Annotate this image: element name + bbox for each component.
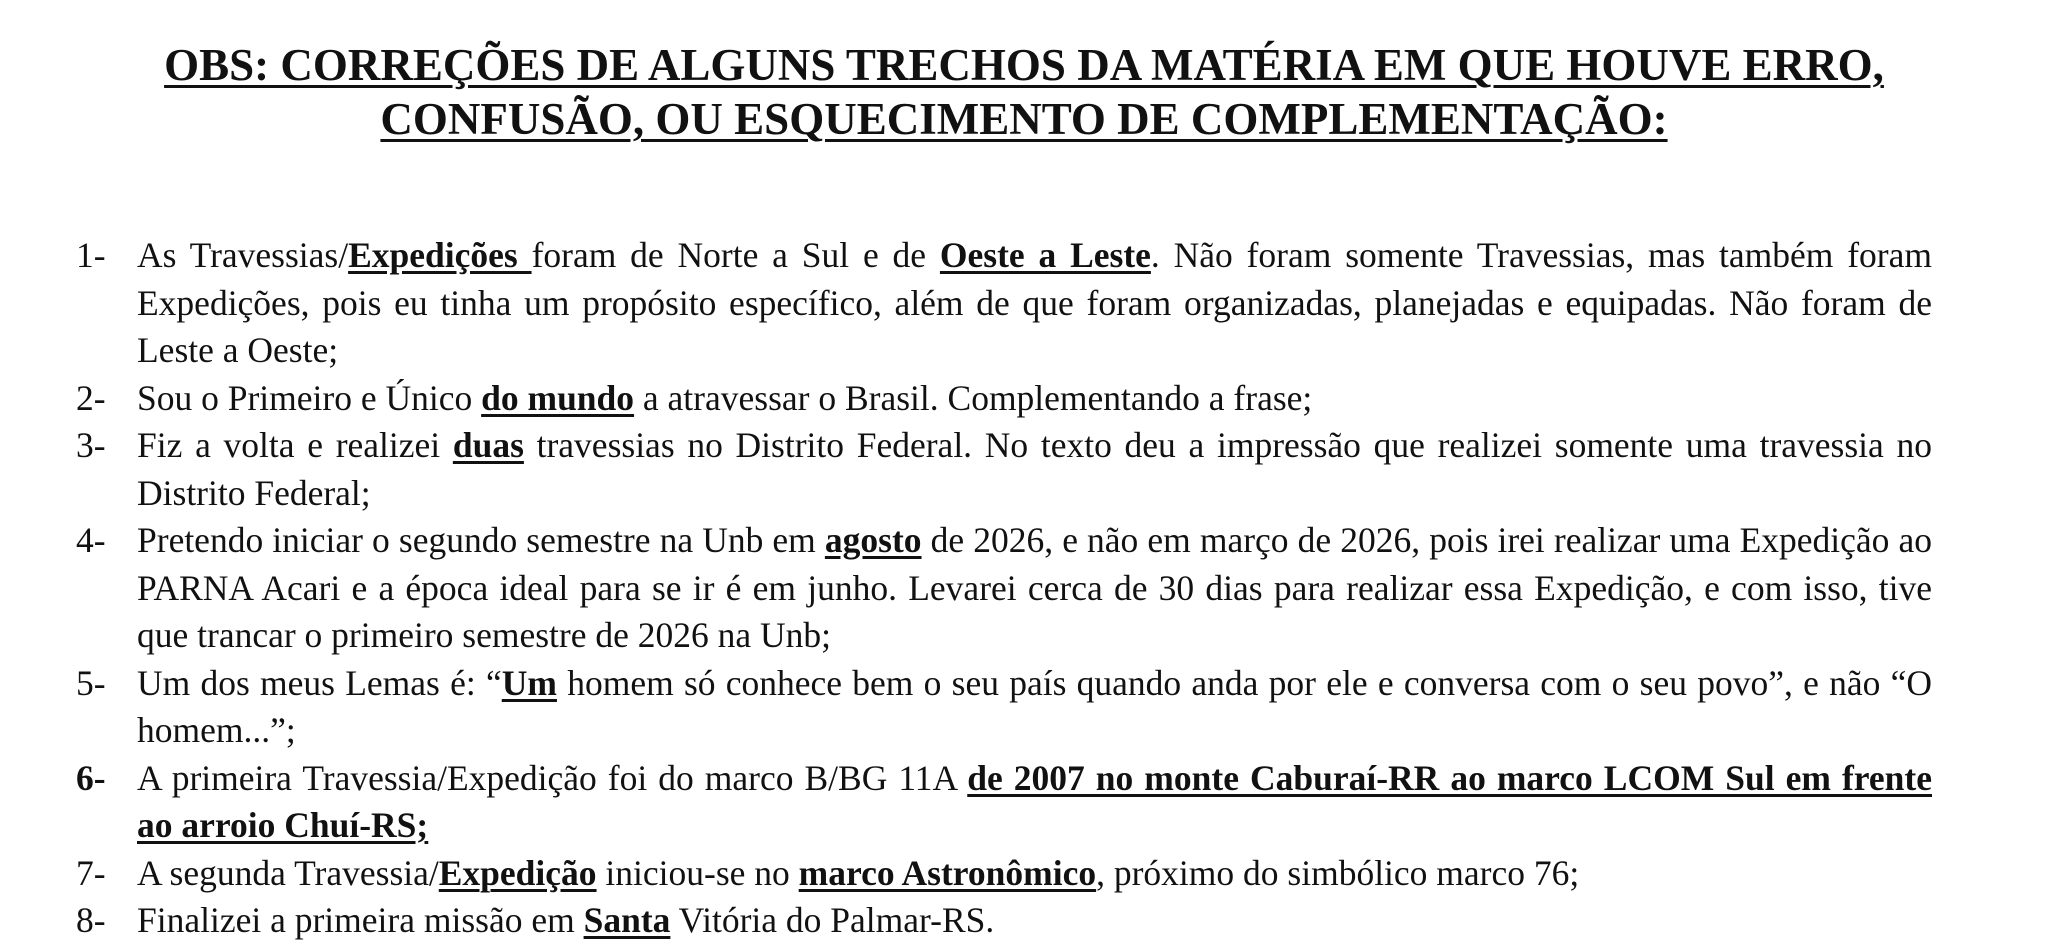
- text-segment: de 2026, e não em março de 2026, pois irei realizar uma Expedição ao PARNA Acari e a época ideal para se ir é em junho. Levarei cerca de 30 dias para realizar essa Expedição, e com isso, tive que trancar o primeiro semestre de 2026 na Unb;: [137, 520, 1932, 655]
- list-item: [76, 897, 1932, 945]
- text-segment: Finalizei a primeira missão em: [137, 900, 584, 940]
- title-line-1: OBS: CORREÇÕES DE ALGUNS TRECHOS DA MATÉRIA EM QUE HOUVE ERRO,: [164, 40, 1884, 90]
- text-segment: Pretendo iniciar o segundo semestre na Unb em: [137, 520, 825, 560]
- emphasis-text: de 2007 no monte Caburaí-RR ao marco LCOM Sul em frente ao arroio Chuí-RS;: [137, 757, 1932, 845]
- emphasis-text: agosto: [824, 520, 922, 560]
- list-item: [76, 660, 1932, 755]
- emphasis-text: Santa: [583, 900, 671, 940]
- text-segment: Sou o Primeiro e Único: [137, 377, 482, 418]
- page-title: [0, 38, 2048, 146]
- emphasis-text: marco Astronômico: [798, 852, 1097, 893]
- item-text: [137, 850, 1932, 898]
- item-text: [137, 660, 1932, 755]
- text-segment: A segunda Travessia/: [137, 852, 439, 893]
- item-number: 5-: [76, 662, 106, 703]
- text-segment: A primeira Travessia/Expedição foi do marco B/BG 11A: [137, 757, 968, 798]
- list-item: [76, 517, 1932, 660]
- corrections-list: [76, 232, 1932, 945]
- item-number: 2-: [76, 377, 106, 418]
- emphasis-text: do mundo: [481, 377, 635, 418]
- title-line-2: CONFUSÃO, OU ESQUECIMENTO DE COMPLEMENTAÇÃO:: [380, 94, 1668, 144]
- emphasis-text: Expedições: [348, 235, 532, 275]
- item-number: 7-: [76, 852, 106, 893]
- list-item: [76, 375, 1932, 423]
- text-segment: a atravessar o Brasil. Complementando a frase;: [634, 377, 1313, 418]
- item-text: [137, 517, 1932, 660]
- item-number: 3-: [76, 425, 106, 465]
- list-item: [76, 850, 1932, 898]
- emphasis-text: Um: [501, 662, 557, 703]
- text-segment: , próximo do simbólico marco 76;: [1096, 852, 1580, 893]
- item-text: [137, 232, 1932, 375]
- list-item: [76, 232, 1932, 375]
- text-segment: iniciou-se no: [596, 852, 799, 893]
- item-number: 6-: [76, 757, 106, 798]
- emphasis-text: Expedição: [438, 852, 597, 893]
- text-segment: As Travessias/: [137, 235, 349, 275]
- item-number: 1-: [76, 235, 106, 275]
- text-segment: foram de Norte a Sul e de: [531, 235, 940, 275]
- item-text: [137, 755, 1932, 850]
- emphasis-text: Oeste a Leste: [939, 235, 1151, 275]
- list-item: [76, 755, 1932, 850]
- item-number: 8-: [76, 900, 106, 940]
- text-segment: homem só conhece bem o seu país quando anda por ele e conversa com o seu povo”, e não “O homem...”;: [137, 662, 1932, 750]
- text-segment: Vitória do Palmar-RS.: [670, 900, 995, 940]
- text-segment: Um dos meus Lemas é: “: [137, 662, 502, 703]
- emphasis-text: duas: [452, 425, 524, 465]
- text-segment: Fiz a volta e realizei: [137, 425, 453, 465]
- item-number: 4-: [76, 520, 106, 560]
- item-text: [137, 422, 1932, 517]
- list-item: [76, 422, 1932, 517]
- item-text: [137, 375, 1932, 423]
- item-text: [137, 897, 1932, 945]
- text-segment: . Não foram somente Travessias, mas também foram Expedições, pois eu tinha um propósito específico, além de que foram organizadas, planejadas e equipadas. Não foram de Leste a Oeste;: [137, 235, 1932, 370]
- text-segment: travessias no Distrito Federal. No texto deu a impressão que realizei somente uma travessia no Distrito Federal;: [137, 425, 1932, 513]
